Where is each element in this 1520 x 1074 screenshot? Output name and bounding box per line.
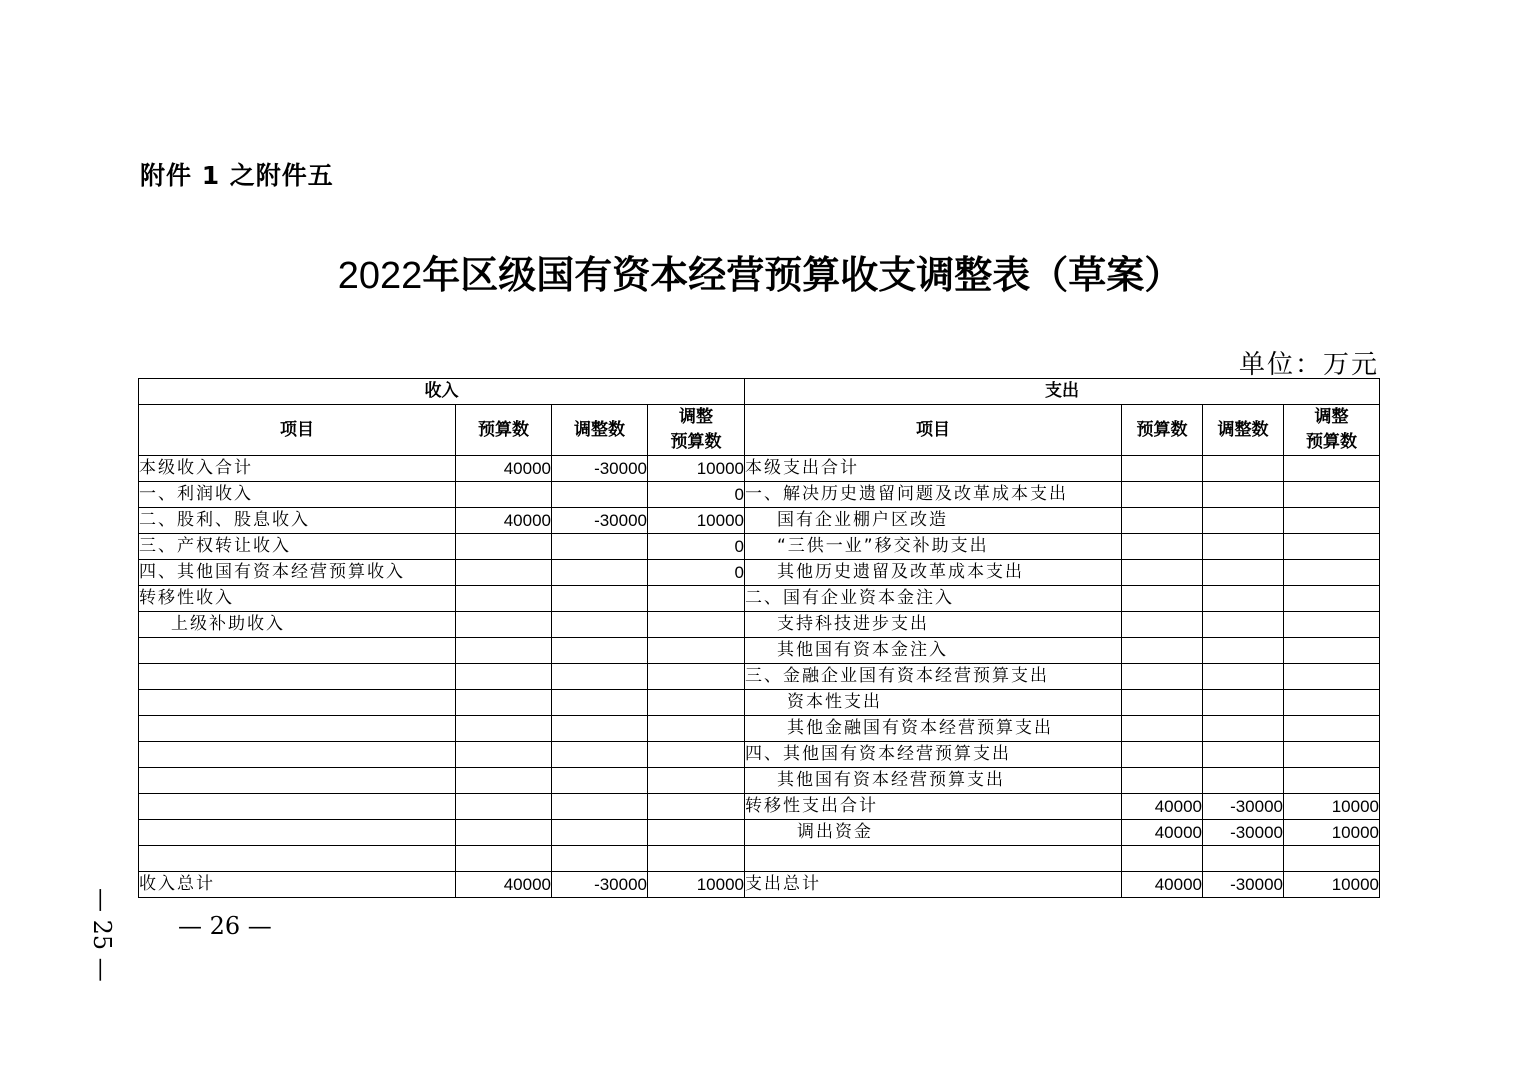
income-adjusted: 10000 (648, 508, 745, 534)
income-adjust: -30000 (552, 456, 648, 482)
income-adjusted (648, 742, 745, 768)
expense-adjust (1203, 456, 1284, 482)
table-row (139, 534, 1380, 560)
income-adjusted-header: 调整 预算数 (648, 405, 745, 456)
income-adjust-header: 调整数 (552, 405, 648, 456)
income-budget: 40000 (456, 508, 552, 534)
expense-item: 资本性支出 (745, 690, 1122, 716)
expense-adjust-header: 调整数 (1203, 405, 1284, 456)
expense-item: 四、其他国有资本经营预算支出 (745, 742, 1122, 768)
income-item: 上级补助收入 (139, 612, 456, 638)
expense-adjusted (1284, 638, 1380, 664)
expense-budget (1122, 508, 1203, 534)
expense-budget (1122, 768, 1203, 794)
expense-item: “三供一业”移交补助支出 (745, 534, 1122, 560)
table-row (139, 508, 1380, 534)
income-budget (456, 586, 552, 612)
income-item: 二、股利、股息收入 (139, 508, 456, 534)
table-row (139, 846, 1380, 872)
income-header: 收入 (139, 379, 745, 405)
income-adjust (552, 794, 648, 820)
expense-budget (1122, 690, 1203, 716)
income-adjusted (648, 794, 745, 820)
income-item: 收入总计 (139, 872, 456, 898)
budget-table (138, 378, 1380, 898)
expense-item: 二、国有企业资本金注入 (745, 586, 1122, 612)
expense-item: 调出资金 (745, 820, 1122, 846)
page-title (0, 250, 1520, 301)
expense-adjusted (1284, 716, 1380, 742)
income-item (139, 716, 456, 742)
table-row (139, 482, 1380, 508)
title-text: 年区级国有资本经营预算收支调整表（草案） (422, 253, 1183, 297)
expense-item: 其他国有资本经营预算支出 (745, 768, 1122, 794)
expense-budget (1122, 482, 1203, 508)
attachment-label: 附件 1 之附件五 (140, 161, 334, 190)
expense-budget (1122, 534, 1203, 560)
income-adjusted: 0 (648, 482, 745, 508)
income-adjust (552, 560, 648, 586)
table-row (139, 794, 1380, 820)
income-budget (456, 742, 552, 768)
income-item: 四、其他国有资本经营预算收入 (139, 560, 456, 586)
income-item (139, 664, 456, 690)
expense-adjust (1203, 586, 1284, 612)
expense-budget (1122, 638, 1203, 664)
income-adjust (552, 716, 648, 742)
expense-budget (1122, 456, 1203, 482)
expense-adjusted (1284, 612, 1380, 638)
income-adjust: -30000 (552, 872, 648, 898)
expense-adjusted (1284, 664, 1380, 690)
expense-adjust (1203, 638, 1284, 664)
expense-budget: 40000 (1122, 872, 1203, 898)
income-item (139, 638, 456, 664)
income-adjusted (648, 664, 745, 690)
expense-adjust (1203, 560, 1284, 586)
expense-adjust (1203, 612, 1284, 638)
income-adjusted (648, 846, 745, 872)
income-budget (456, 534, 552, 560)
expense-adjust (1203, 482, 1284, 508)
income-item: 一、利润收入 (139, 482, 456, 508)
expense-item: 本级支出合计 (745, 456, 1122, 482)
expense-adjusted: 10000 (1284, 872, 1380, 898)
income-budget: 40000 (456, 456, 552, 482)
expense-budget: 40000 (1122, 794, 1203, 820)
expense-budget (1122, 586, 1203, 612)
income-adjust: -30000 (552, 508, 648, 534)
expense-adjusted (1284, 560, 1380, 586)
expense-budget: 40000 (1122, 820, 1203, 846)
income-budget (456, 820, 552, 846)
table-row (139, 768, 1380, 794)
unit-label: 单位：万元 (1238, 350, 1379, 380)
table-row (139, 690, 1380, 716)
income-adjust (552, 690, 648, 716)
expense-header: 支出 (745, 379, 1380, 405)
income-item: 本级收入合计 (139, 456, 456, 482)
table-row (139, 638, 1380, 664)
income-adjust (552, 534, 648, 560)
income-item (139, 794, 456, 820)
income-item: 三、产权转让收入 (139, 534, 456, 560)
expense-adjust (1203, 508, 1284, 534)
table-row (139, 612, 1380, 638)
expense-item-header: 项目 (745, 405, 1122, 456)
income-adjust (552, 664, 648, 690)
expense-adjusted: 10000 (1284, 794, 1380, 820)
income-budget (456, 846, 552, 872)
table-row-total (139, 872, 1380, 898)
income-adjusted: 10000 (648, 872, 745, 898)
expense-adjusted (1284, 456, 1380, 482)
income-budget (456, 690, 552, 716)
expense-adjusted: 10000 (1284, 820, 1380, 846)
income-item (139, 768, 456, 794)
income-adjust (552, 742, 648, 768)
expense-item: 国有企业棚户区改造 (745, 508, 1122, 534)
expense-adjusted (1284, 742, 1380, 768)
income-item-header: 项目 (139, 405, 456, 456)
expense-budget (1122, 742, 1203, 768)
expense-budget-header: 预算数 (1122, 405, 1203, 456)
table-row (139, 456, 1380, 482)
expense-adjust (1203, 742, 1284, 768)
expense-item: 一、解决历史遗留问题及改革成本支出 (745, 482, 1122, 508)
income-budget-header: 预算数 (456, 405, 552, 456)
income-budget: 40000 (456, 872, 552, 898)
income-item (139, 690, 456, 716)
expense-item: 支持科技进步支出 (745, 612, 1122, 638)
table-row (139, 716, 1380, 742)
income-budget (456, 716, 552, 742)
expense-budget (1122, 716, 1203, 742)
table-row (139, 560, 1380, 586)
income-adjusted (648, 690, 745, 716)
income-adjusted (648, 820, 745, 846)
expense-adjusted (1284, 768, 1380, 794)
expense-adjusted (1284, 586, 1380, 612)
income-budget (456, 664, 552, 690)
expense-adjust (1203, 716, 1284, 742)
income-budget (456, 612, 552, 638)
table-row (139, 586, 1380, 612)
expense-adjust (1203, 768, 1284, 794)
expense-budget (1122, 664, 1203, 690)
expense-item: 支出总计 (745, 872, 1122, 898)
income-adjust (552, 638, 648, 664)
expense-item: 转移性支出合计 (745, 794, 1122, 820)
page-number: — 26 — (178, 912, 272, 940)
income-adjusted: 0 (648, 534, 745, 560)
expense-adjusted (1284, 534, 1380, 560)
income-adjust (552, 586, 648, 612)
income-adjusted (648, 638, 745, 664)
income-item (139, 820, 456, 846)
income-adjusted (648, 768, 745, 794)
income-budget (456, 768, 552, 794)
table-row (139, 742, 1380, 768)
income-budget (456, 638, 552, 664)
income-adjust (552, 482, 648, 508)
income-adjusted (648, 716, 745, 742)
income-budget (456, 482, 552, 508)
expense-adjust: -30000 (1203, 820, 1284, 846)
expense-adjusted (1284, 690, 1380, 716)
title-year: 2022 (337, 255, 423, 297)
table-row (139, 820, 1380, 846)
expense-adjusted (1284, 508, 1380, 534)
expense-adjust: -30000 (1203, 794, 1284, 820)
expense-item (745, 846, 1122, 872)
expense-adjust (1203, 846, 1284, 872)
expense-budget (1122, 846, 1203, 872)
income-adjusted: 0 (648, 560, 745, 586)
income-adjust (552, 768, 648, 794)
expense-adjusted (1284, 846, 1380, 872)
table-row (139, 664, 1380, 690)
expense-budget (1122, 612, 1203, 638)
income-item (139, 742, 456, 768)
income-budget (456, 794, 552, 820)
expense-item: 其他历史遗留及改革成本支出 (745, 560, 1122, 586)
income-item: 转移性收入 (139, 586, 456, 612)
income-budget (456, 560, 552, 586)
expense-adjust (1203, 534, 1284, 560)
income-adjusted (648, 586, 745, 612)
income-adjusted: 10000 (648, 456, 745, 482)
income-adjusted (648, 612, 745, 638)
side-page-number: — 25 — (88, 888, 116, 982)
income-adjust (552, 846, 648, 872)
expense-item: 其他国有资本金注入 (745, 638, 1122, 664)
income-adjust (552, 820, 648, 846)
income-item (139, 846, 456, 872)
expense-item: 三、金融企业国有资本经营预算支出 (745, 664, 1122, 690)
expense-adjusted (1284, 482, 1380, 508)
expense-adjust: -30000 (1203, 872, 1284, 898)
expense-adjusted-header: 调整 预算数 (1284, 405, 1380, 456)
income-adjust (552, 612, 648, 638)
expense-adjust (1203, 664, 1284, 690)
expense-budget (1122, 560, 1203, 586)
expense-adjust (1203, 690, 1284, 716)
expense-item: 其他金融国有资本经营预算支出 (745, 716, 1122, 742)
